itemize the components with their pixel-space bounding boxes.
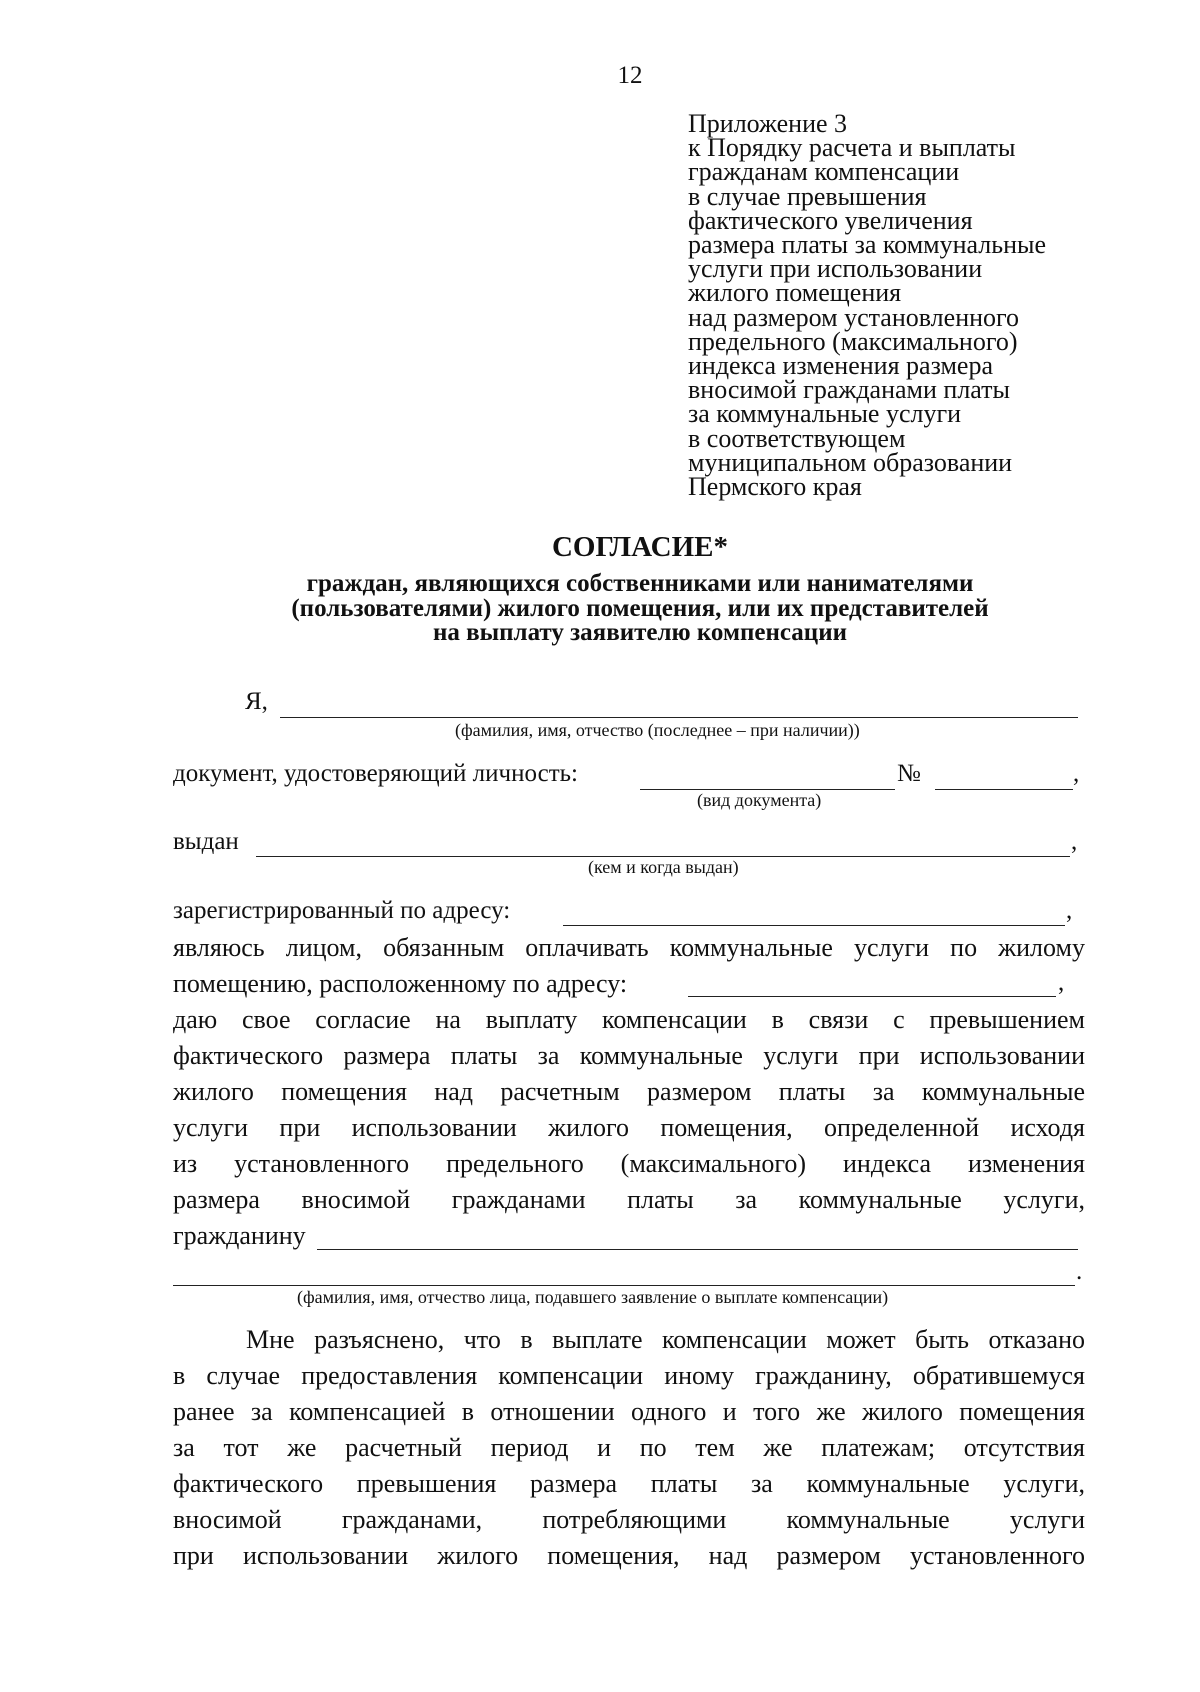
appendix-line: фактического увеличения [688,205,973,235]
consent-line: услуги при использовании жилого помещения, определенной исходя [173,1113,1085,1142]
document-type-caption: (вид документа) [697,790,822,810]
explanation-line: в случае предоставления компенсации иному гражданину, обратившемуся [173,1361,1085,1390]
explanation-line: фактического превышения размера платы за коммунальные услуги, [173,1469,1085,1498]
registered-comma: , [1066,897,1073,924]
appendix-line: за коммунальные услуги [688,399,962,429]
premises-address-label: помещению, расположенному по адресу: [173,969,628,998]
subtitle-line: (пользователями) жилого помещения, или их представителей [291,594,989,622]
explanation-line: Мне разъяснено, что в выплате компенсации может быть отказано [246,1325,1085,1354]
fio-caption: (фамилия, имя, отчество (последнее – при наличии)) [455,720,860,740]
page-number: 12 [617,62,643,89]
appendix-line: над размером установленного [688,302,1020,332]
consent-line: жилого помещения над расчетным размером платы за коммунальные [173,1077,1085,1106]
ya-label: Я, [245,688,268,715]
appendix-line: в случае превышения [688,181,927,211]
consent-line: фактического размера платы за коммунальные услуги при использовании [173,1041,1085,1070]
appendix-line: Приложение 3 [688,109,848,138]
obliged-text: являюсь лицом, обязанным оплачивать коммунальные услуги по жилому [173,933,1085,962]
consent-line: даю свое согласие на выплату компенсации в связи с превышением [173,1005,1085,1034]
registered-address-field-line[interactable] [563,925,1065,926]
subtitle-line: граждан, являющихся собственниками или нанимателями [306,570,974,597]
issued-caption: (кем и когда выдан) [588,857,739,877]
premises-address-field-line[interactable] [688,996,1056,997]
appendix-line: в соответствующем [688,423,906,453]
citizen-field-line-2[interactable] [173,1285,1075,1286]
explanation-line: вносимой гражданами, потребляющими коммунальные услуги [173,1505,1085,1534]
subtitle-line: на выплату заявителю компенсации [432,619,848,646]
explanation-line: при использовании жилого помещения, над размером установленного [173,1541,1085,1570]
consent-line: размера вносимой гражданами платы за коммунальные услуги, [173,1185,1085,1214]
applicant-caption: (фамилия, имя, отчество лица, подавшего заявление о выплате компенсации) [297,1287,889,1307]
document-number-field-line[interactable] [935,789,1073,790]
document-subtitle [0,572,1200,646]
appendix-header [688,109,1108,502]
document-title: СОГЛАСИЕ* [551,531,729,563]
issued-comma: , [1071,828,1078,855]
explanation-line: за тот же расчетный период и по тем же платежам; отсутствия [173,1433,1085,1462]
appendix-line: муниципальном образовании [688,447,1013,477]
consent-line: из установленного предельного (максимального) индекса изменения [173,1149,1085,1178]
document-comma: , [1073,760,1080,787]
appendix-line: предельного (максимального) [688,326,1018,356]
appendix-line: индекса изменения размера [688,351,994,381]
appendix-line: гражданам компенсации [688,157,960,187]
appendix-line: к Порядку расчета и выплаты [688,133,1016,163]
registered-address-label: зарегистрированный по адресу: [173,897,511,924]
appendix-line: размера платы за коммунальные [688,230,1047,260]
appendix-line: вносимой гражданами платы [688,375,1011,405]
premises-comma: , [1058,969,1065,996]
explanation-line: ранее за компенсацией в отношении одного и того же жилого помещения [173,1397,1085,1426]
issued-label: выдан [173,828,239,855]
appendix-line: услуги при использовании [688,254,983,284]
citizen-period: . [1076,1258,1083,1285]
appendix-line: Пермского края [688,472,862,502]
citizen-field-line[interactable] [317,1249,1078,1250]
citizen-label: гражданину [173,1221,306,1250]
appendix-line: жилого помещения [688,278,902,308]
id-document-label: документ, удостоверяющий личность: [173,760,578,787]
document-number-sign: № [897,760,921,787]
fio-field-line[interactable] [280,717,1078,718]
